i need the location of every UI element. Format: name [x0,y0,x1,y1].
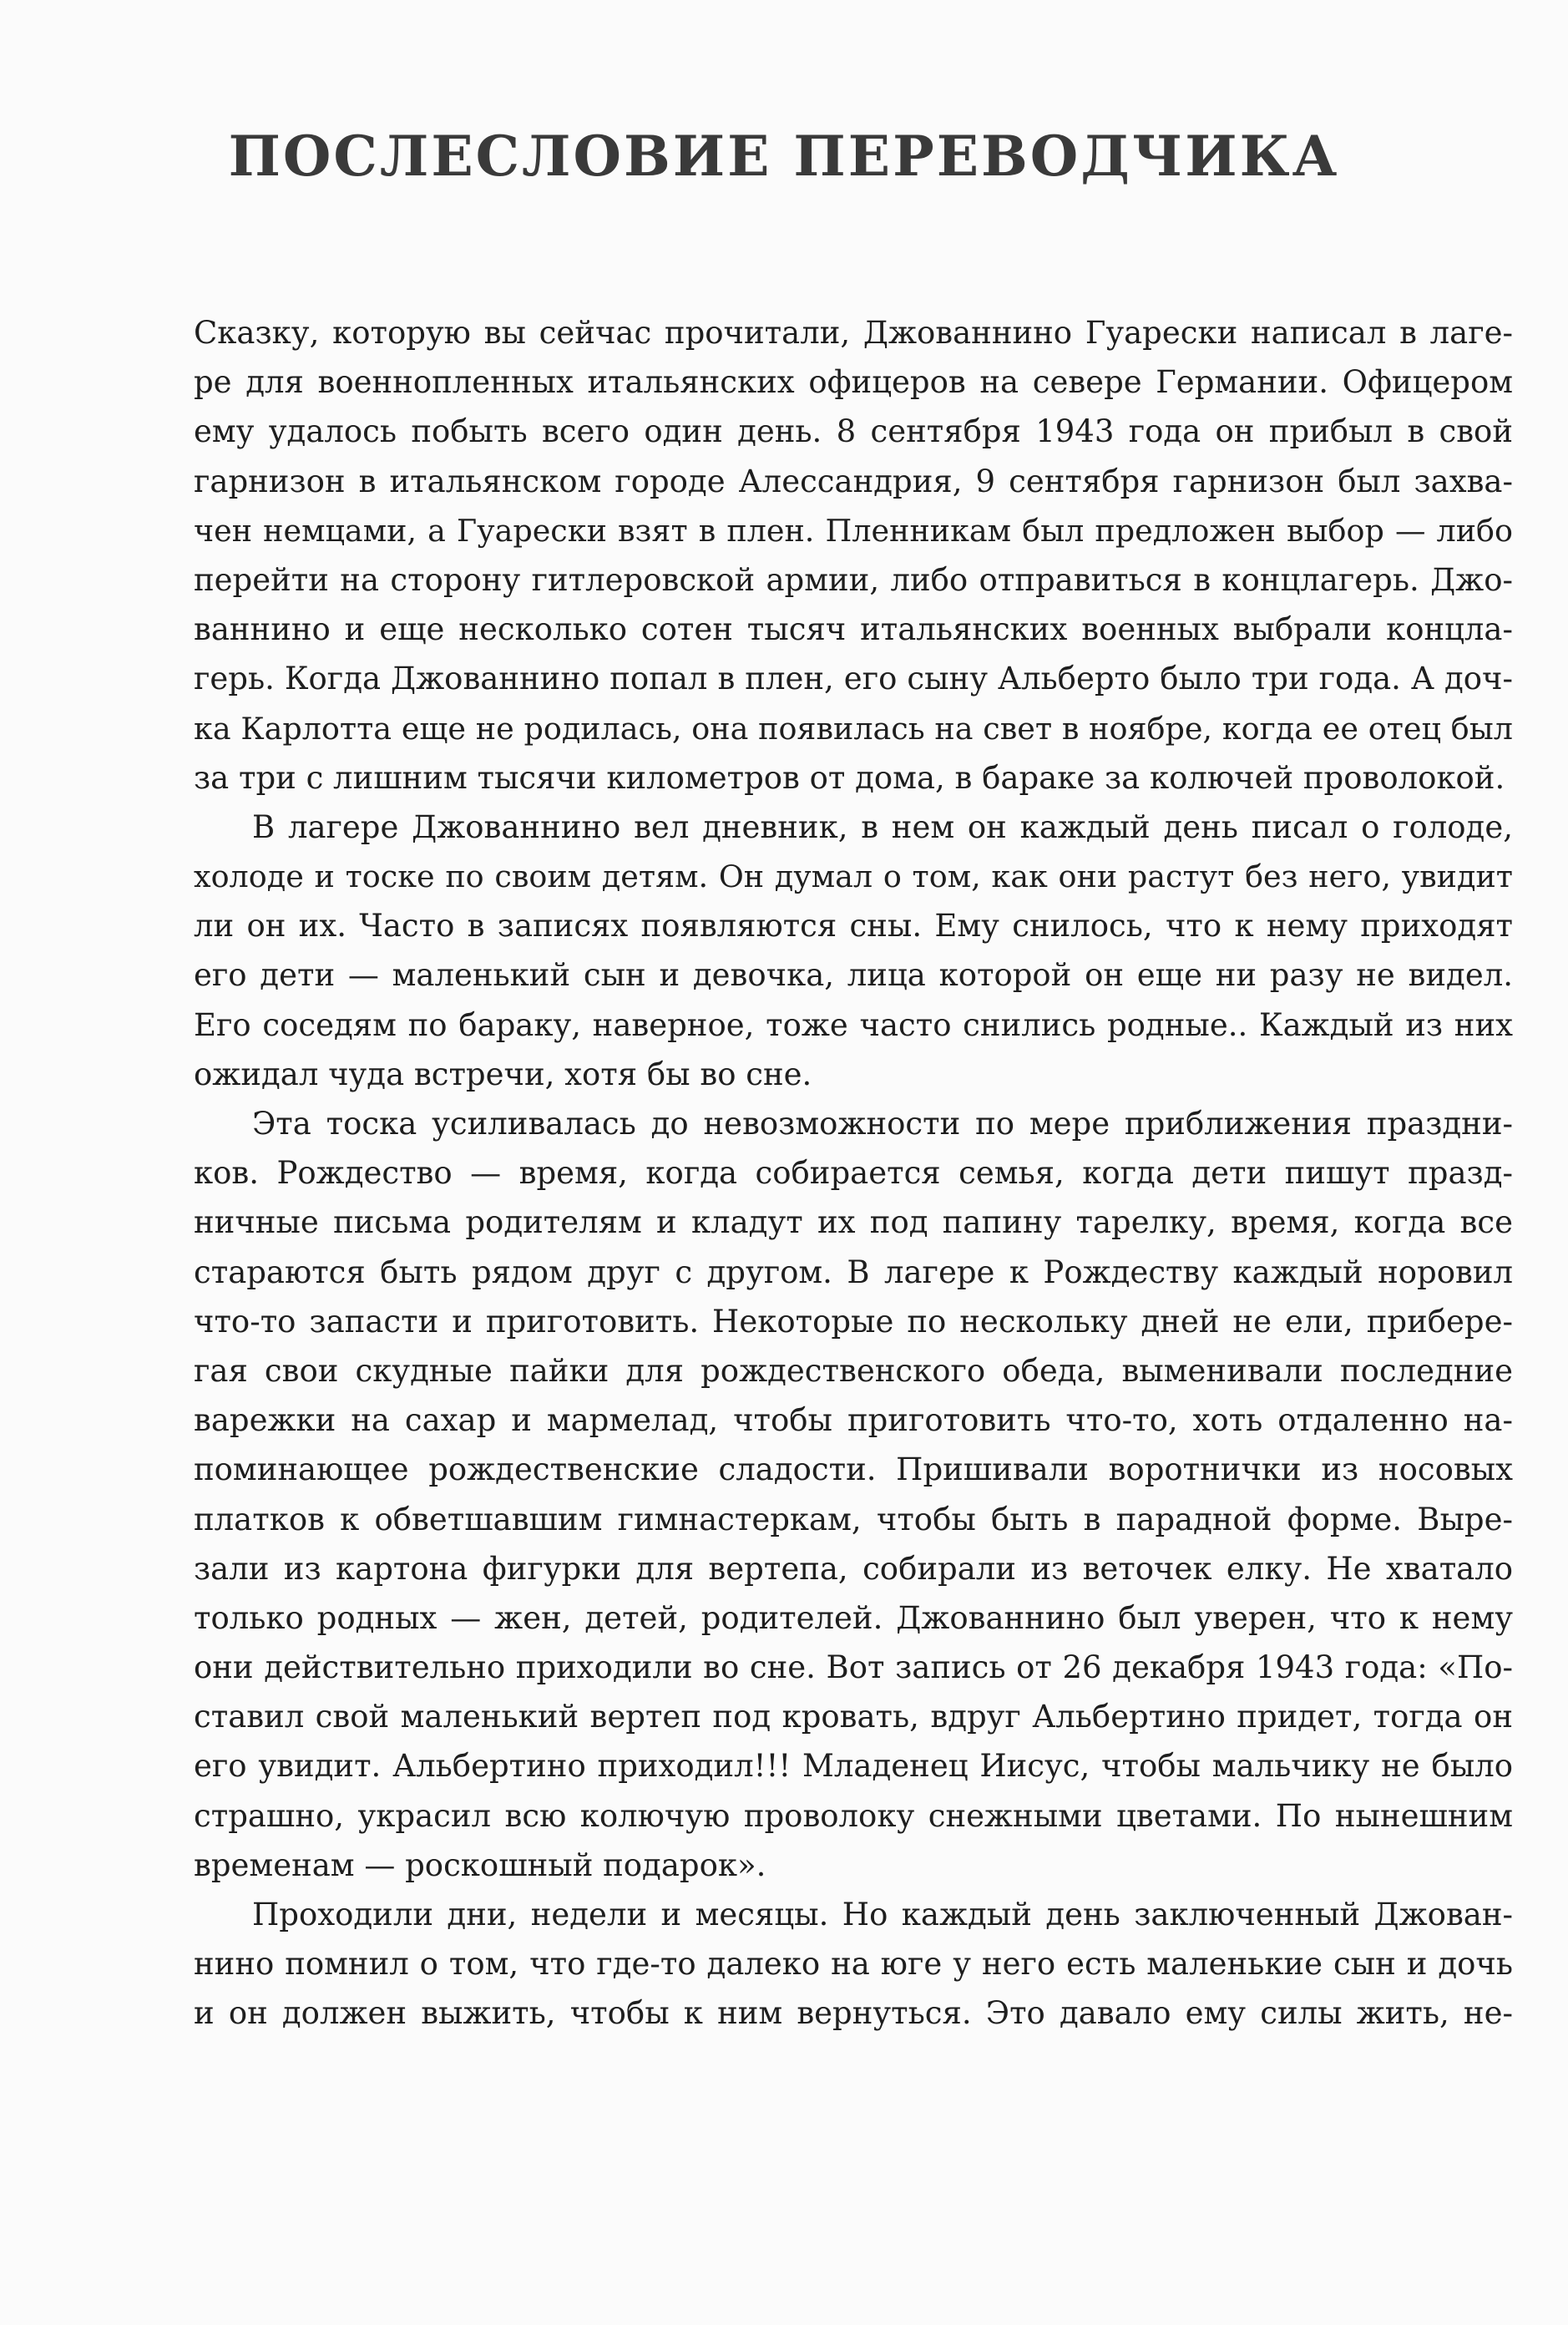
text-line: ка Карлотта еще не родилась, она появилась на свет в ноябре, когда ее отец был [194,710,1513,747]
text-line: зали из картона фигурки для вертепа, собирали из веточек елку. Не хватало [194,1550,1513,1587]
text-line: ков. Рождество — время, когда собирается семья, когда дети пишут празд- [194,1155,1513,1192]
text-line: ничные письма родителям и кладут их под папину тарелку, время, когда все [194,1204,1513,1241]
text-line: за три с лишним тысячи километров от дома, в бараке за колючей проволокой. [194,759,1505,796]
text-line: герь. Когда Джованнино попал в плен, его сыну Альберто было три года. А доч- [194,661,1513,697]
text-line: что-то запасти и приготовить. Некоторые по нескольку дней не ели, прибере- [194,1303,1513,1340]
text-line: нино помнил о том, что где-то далеко на юге у него есть маленькие сын и дочь [194,1946,1513,1983]
page-title: ПОСЛЕСЛОВИЕ ПЕРЕВОДЧИКА [228,124,1340,189]
text-line: ему удалось побыть всего один день. 8 сентября 1943 года он прибыл в свой [194,413,1513,450]
text-line: страшно, украсил всю колючую проволоку снежными цветами. По нынешним [194,1797,1513,1834]
body-text [194,308,1513,2039]
text-line: только родных — жен, детей, родителей. Джованнино был уверен, что к нему [194,1599,1513,1636]
text-line: ставил свой маленький вертеп под кровать, вдруг Альбертино придет, тогда он [194,1699,1513,1735]
text-line: чен немцами, а Гуарески взят в плен. Пленникам был предложен выбор — либо [194,512,1513,549]
text-line: ожидал чуда встречи, хотя бы во сне. [194,1056,812,1092]
text-line: Его соседям по бараку, наверное, тоже часто снились родные.. Каждый из них [194,1006,1513,1043]
text-line: временам — роскошный подарок». [194,1846,766,1883]
text-line: Эта тоска усиливалась до невозможности по мере приближения праздни- [252,1106,1513,1142]
text-line: его увидит. Альбертино приходил!!! Младенец Иисус, чтобы мальчику не было [194,1748,1513,1785]
text-line: стараются быть рядом друг с другом. В лагере к Рождеству каждый норовил [194,1254,1513,1290]
text-line: платков к обветшавшим гимнастеркам, чтобы быть в парадной форме. Выре- [194,1501,1513,1537]
text-line: ли он их. Часто в записях появляются сны. Ему снилось, что к нему приходят [194,908,1513,945]
text-line: ваннино и еще несколько сотен тысяч итальянских военных выбрали концла- [194,611,1513,648]
text-line: варежки на сахар и мармелад, чтобы приготовить что-то, хоть отдаленно на- [194,1402,1513,1439]
text-line: Сказку, которую вы сейчас прочитали, Джованнино Гуарески написал в лаге- [194,315,1513,351]
text-line: его дети — маленький сын и девочка, лица которой он еще ни разу не видел. [194,957,1513,994]
text-line: перейти на сторону гитлеровской армии, либо отправиться в концлагерь. Джо- [194,561,1513,598]
text-line: ре для военнопленных итальянских офицеров на севере Германии. Офицером [194,364,1513,401]
text-line: гая свои скудные пайки для рождественского обеда, выменивали последние [194,1352,1513,1389]
text-line: холоде и тоске по своим детям. Он думал о том, как они растут без него, увидит [194,859,1513,895]
text-line: и он должен выжить, чтобы к ним вернуться. Это давало ему силы жить, не- [194,1995,1513,2032]
text-line: гарнизон в итальянском городе Алессандрия, 9 сентября гарнизон был захва- [194,463,1513,499]
text-line: они действительно приходили во сне. Вот запись от 26 декабря 1943 года: «По- [194,1649,1513,1686]
text-line: поминающее рождественские сладости. Пришивали воротнички из носовых [194,1451,1513,1488]
text-line: Проходили дни, недели и месяцы. Но каждый день заключенный Джован- [252,1897,1513,1932]
text-line: В лагере Джованнино вел дневник, в нем он каждый день писал о голоде, [252,808,1513,845]
